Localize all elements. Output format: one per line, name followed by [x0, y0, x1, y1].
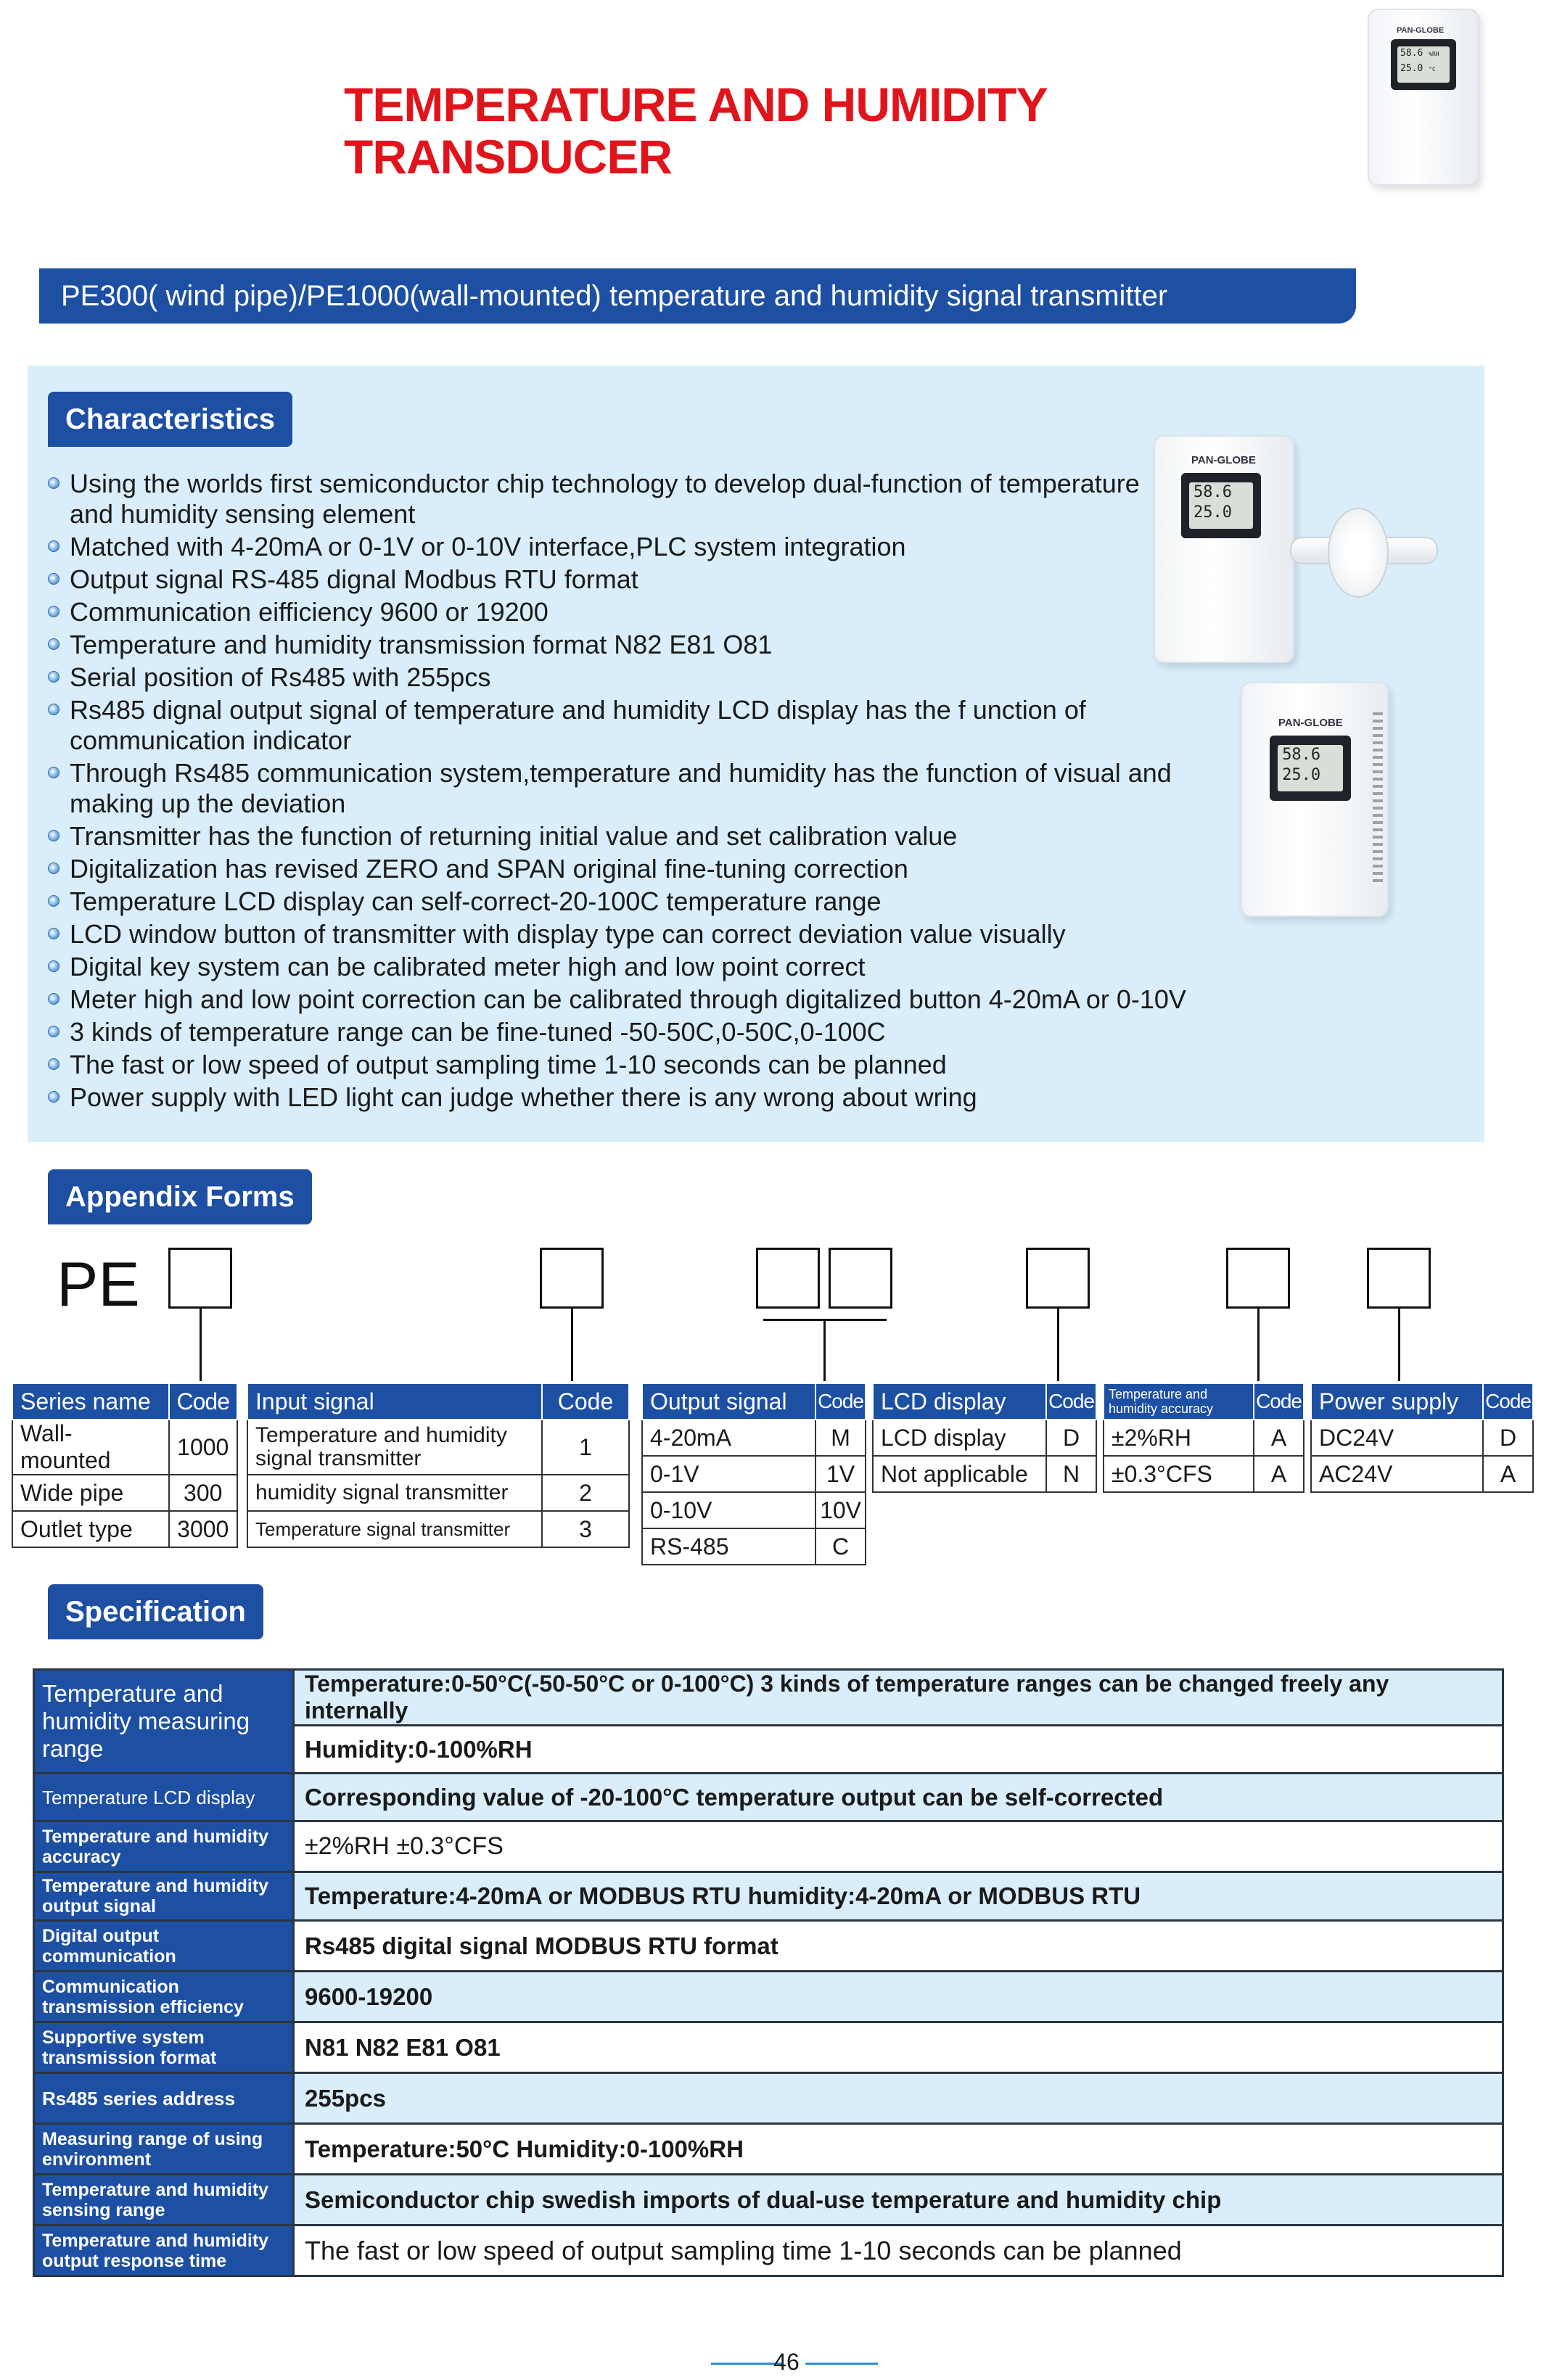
- bullet-icon: [48, 1058, 59, 1070]
- table-cell: ±2%RH: [1104, 1420, 1254, 1456]
- table-header: LCD display: [873, 1383, 1046, 1420]
- table-cell: M: [815, 1420, 866, 1456]
- page-number: 46: [773, 2349, 800, 2375]
- table-cell: Outlet type: [12, 1511, 169, 1547]
- bullet-icon: [48, 606, 59, 617]
- code-box-power: [1367, 1248, 1431, 1309]
- code-box-lcd: [1026, 1248, 1090, 1309]
- bullet-icon: [48, 1091, 59, 1103]
- spec-value: ±2%RH ±0.3°CFS: [294, 1821, 1503, 1872]
- table-cell: 3000: [169, 1511, 238, 1547]
- table-cell: A: [1254, 1420, 1304, 1456]
- bullet-icon: [48, 540, 59, 552]
- table-cell: Temperature and humidity signal transmitter: [247, 1420, 542, 1475]
- spec-label: Temperature and humidity measuring range: [34, 1670, 294, 1774]
- table-header: Code: [1254, 1383, 1304, 1420]
- table-cell: Wide pipe: [12, 1475, 169, 1511]
- connector-line: [1398, 1309, 1400, 1381]
- connector-line: [200, 1309, 202, 1381]
- table-header: Code: [169, 1383, 238, 1420]
- device-image-wall: [1241, 682, 1389, 917]
- list-item: Meter high and low point correction can be calibrated through digitalized button 4-20mA or 0-10V: [46, 984, 1352, 1015]
- device-image-top: [1368, 9, 1479, 186]
- power-supply-table: [1310, 1383, 1534, 1493]
- table-header: Code: [815, 1383, 866, 1420]
- accuracy-table: [1103, 1383, 1304, 1493]
- table-cell: N: [1046, 1456, 1096, 1492]
- code-prefix: PE: [57, 1250, 140, 1319]
- table-cell: 3: [542, 1511, 629, 1547]
- table-cell: ±0.3°CFS: [1104, 1456, 1254, 1492]
- connector-line: [1057, 1309, 1059, 1381]
- list-item: 3 kinds of temperature range can be fine-tuned -50-50C,0-50C,0-100C: [46, 1017, 1352, 1047]
- code-box-output-2: [829, 1248, 892, 1309]
- page-title: [344, 78, 1215, 183]
- table-header: Code: [1483, 1383, 1533, 1420]
- table-cell: RS-485: [642, 1528, 815, 1565]
- spec-label: Temperature and humidity sensing range: [34, 2175, 294, 2225]
- title-line-2: TRANSDUCER: [344, 130, 672, 184]
- bullet-icon: [48, 671, 59, 683]
- spec-value: N81 N82 E81 O81: [294, 2022, 1503, 2073]
- table-header: Code: [542, 1383, 629, 1420]
- device-lcd: 58.6 25.0: [1270, 736, 1351, 801]
- spec-value: The fast or low speed of output sampling time 1-10 seconds can be planned: [294, 2225, 1503, 2276]
- table-cell: 0-1V: [642, 1456, 815, 1492]
- device-lcd: 58.6 25.0: [1181, 473, 1261, 538]
- bullet-icon: [48, 862, 59, 874]
- spec-label: Temperature and humidity output response time: [34, 2225, 294, 2276]
- code-box-series: [168, 1248, 232, 1309]
- spec-value: Semiconductor chip swedish imports of dual-use temperature and humidity chip: [294, 2175, 1503, 2225]
- device-brand: PAN-GLOBE: [1278, 717, 1343, 729]
- spec-label: Supportive system transmission format: [34, 2022, 294, 2073]
- connector-line: [823, 1319, 826, 1381]
- table-cell: Wall-mounted: [12, 1420, 169, 1475]
- code-box-accuracy: [1226, 1248, 1290, 1309]
- specification-table: [33, 1668, 1504, 2277]
- vent-grille: [1373, 712, 1383, 886]
- spec-label: Temperature and humidity output signal: [34, 1872, 294, 1921]
- table-header: Output signal: [642, 1383, 815, 1420]
- list-item: Temperature LCD display can self-correct-20-100C temperature range: [46, 886, 1352, 917]
- table-cell: C: [815, 1528, 866, 1565]
- bullet-icon: [48, 704, 59, 715]
- appendix-heading: Appendix Forms: [48, 1169, 312, 1224]
- characteristics-heading: Characteristics: [48, 392, 292, 447]
- table-cell: A: [1254, 1456, 1304, 1492]
- spec-value: Temperature:0-50°C(-50-50°C or 0-100°C) 3 kinds of temperature ranges can be changed freely any internally: [294, 1670, 1503, 1726]
- spec-value: 255pcs: [294, 2073, 1503, 2124]
- spec-label: Measuring range of using environment: [34, 2124, 294, 2175]
- code-box-input: [540, 1248, 604, 1309]
- table-cell: 1: [542, 1420, 629, 1475]
- list-item: Output signal RS-485 dignal Modbus RTU format: [46, 564, 1352, 595]
- table-cell: 10V: [815, 1492, 866, 1528]
- table-header: Input signal: [247, 1383, 542, 1420]
- spec-label: Rs485 series address: [34, 2073, 294, 2124]
- table-header: Temperature and humidity accuracy: [1104, 1383, 1254, 1420]
- table-cell: 1000: [169, 1420, 238, 1475]
- list-item: Through Rs485 communication system,temperature and humidity has the function of visual and making up the deviation: [46, 758, 1201, 819]
- table-cell: A: [1483, 1456, 1533, 1492]
- device-brand: PAN-GLOBE: [1191, 454, 1256, 466]
- list-item: Rs485 dignal output signal of temperature and humidity LCD display has the f unction of communication indicator: [46, 695, 1114, 756]
- device-brand: PAN-GLOBE: [1397, 26, 1445, 35]
- input-signal-table: [247, 1383, 630, 1548]
- list-item: Digitalization has revised ZERO and SPAN original fine-tuning correction: [46, 854, 1352, 884]
- connector-line: [1257, 1309, 1260, 1381]
- table-cell: D: [1046, 1420, 1096, 1456]
- spec-value: Temperature:50°C Humidity:0-100%RH: [294, 2124, 1503, 2175]
- list-item: The fast or low speed of output sampling time 1-10 seconds can be planned: [46, 1050, 1352, 1080]
- duct-flange: [1328, 508, 1389, 598]
- series-table: [12, 1383, 238, 1548]
- list-item: Transmitter has the function of returning initial value and set calibration value: [46, 821, 1352, 852]
- spec-value: Temperature:4-20mA or MODBUS RTU humidity:4-20mA or MODBUS RTU: [294, 1872, 1503, 1921]
- list-item: Matched with 4-20mA or 0-1V or 0-10V interface,PLC system integration: [46, 532, 1352, 562]
- table-cell: 4-20mA: [642, 1420, 815, 1456]
- table-cell: 2: [542, 1475, 629, 1511]
- spec-value: Corresponding value of -20-100°C temperature output can be self-corrected: [294, 1774, 1503, 1821]
- connector-line: [571, 1309, 573, 1381]
- list-item: Power supply with LED light can judge whether there is any wrong about wring: [46, 1082, 1352, 1113]
- table-cell: Not applicable: [873, 1456, 1046, 1492]
- spec-label: Temperature and humidity accuracy: [34, 1821, 294, 1872]
- title-line-1: TEMPERATURE AND HUMIDITY: [344, 78, 1048, 131]
- table-cell: Temperature signal transmitter: [247, 1511, 542, 1547]
- subtitle-bar: PE300( wind pipe)/PE1000(wall-mounted) temperature and humidity signal transmitter: [39, 268, 1356, 324]
- list-item: LCD window button of transmitter with display type can correct deviation value visually: [46, 919, 1352, 950]
- table-header: Series name: [12, 1383, 169, 1420]
- list-item: Temperature and humidity transmission format N82 E81 O81: [46, 630, 1352, 660]
- spec-label: Temperature LCD display: [34, 1774, 294, 1821]
- bullet-icon: [48, 638, 59, 650]
- table-cell: DC24V: [1311, 1420, 1483, 1456]
- spec-value: Rs485 digital signal MODBUS RTU format: [294, 1921, 1503, 1972]
- bullet-icon: [48, 573, 59, 585]
- table-cell: 1V: [815, 1456, 866, 1492]
- bullet-icon: [48, 993, 59, 1005]
- bullet-icon: [48, 960, 59, 972]
- bullet-icon: [48, 1026, 59, 1037]
- device-lcd: 58.6 %RH 25.0 °C: [1391, 39, 1456, 90]
- spec-value: 9600-19200: [294, 1972, 1503, 2022]
- bullet-icon: [48, 477, 59, 489]
- table-cell: 0-10V: [642, 1492, 815, 1528]
- specification-heading: Specification: [48, 1584, 263, 1639]
- spec-label: Communication transmission efficiency: [34, 1972, 294, 2022]
- spec-value: Humidity:0-100%RH: [294, 1726, 1503, 1774]
- table-cell: humidity signal transmitter: [247, 1475, 542, 1511]
- bullet-icon: [48, 895, 59, 907]
- table-header: Power supply: [1311, 1383, 1483, 1420]
- lcd-display-table: [872, 1383, 1097, 1493]
- table-cell: 300: [169, 1475, 238, 1511]
- list-item: Serial position of Rs485 with 255pcs: [46, 662, 1352, 693]
- bullet-icon: [48, 928, 59, 939]
- table-cell: D: [1483, 1420, 1533, 1456]
- table-cell: LCD display: [873, 1420, 1046, 1456]
- table-header: Code: [1046, 1383, 1096, 1420]
- code-box-output-1: [756, 1248, 820, 1309]
- bullet-icon: [48, 767, 59, 778]
- bullet-icon: [48, 830, 59, 841]
- list-item: Using the worlds first semiconductor chip technology to develop dual-function of temperature and humidity sensing element: [46, 469, 1158, 530]
- spec-label: Digital output communication: [34, 1921, 294, 1972]
- output-signal-table: [641, 1383, 866, 1565]
- list-item: Digital key system can be calibrated meter high and low point correct: [46, 952, 1352, 982]
- footer-line-right: [805, 2363, 878, 2365]
- device-image-duct: [1154, 435, 1294, 663]
- list-item: Communication eifficiency 9600 or 19200: [46, 597, 1352, 627]
- table-cell: AC24V: [1311, 1456, 1483, 1492]
